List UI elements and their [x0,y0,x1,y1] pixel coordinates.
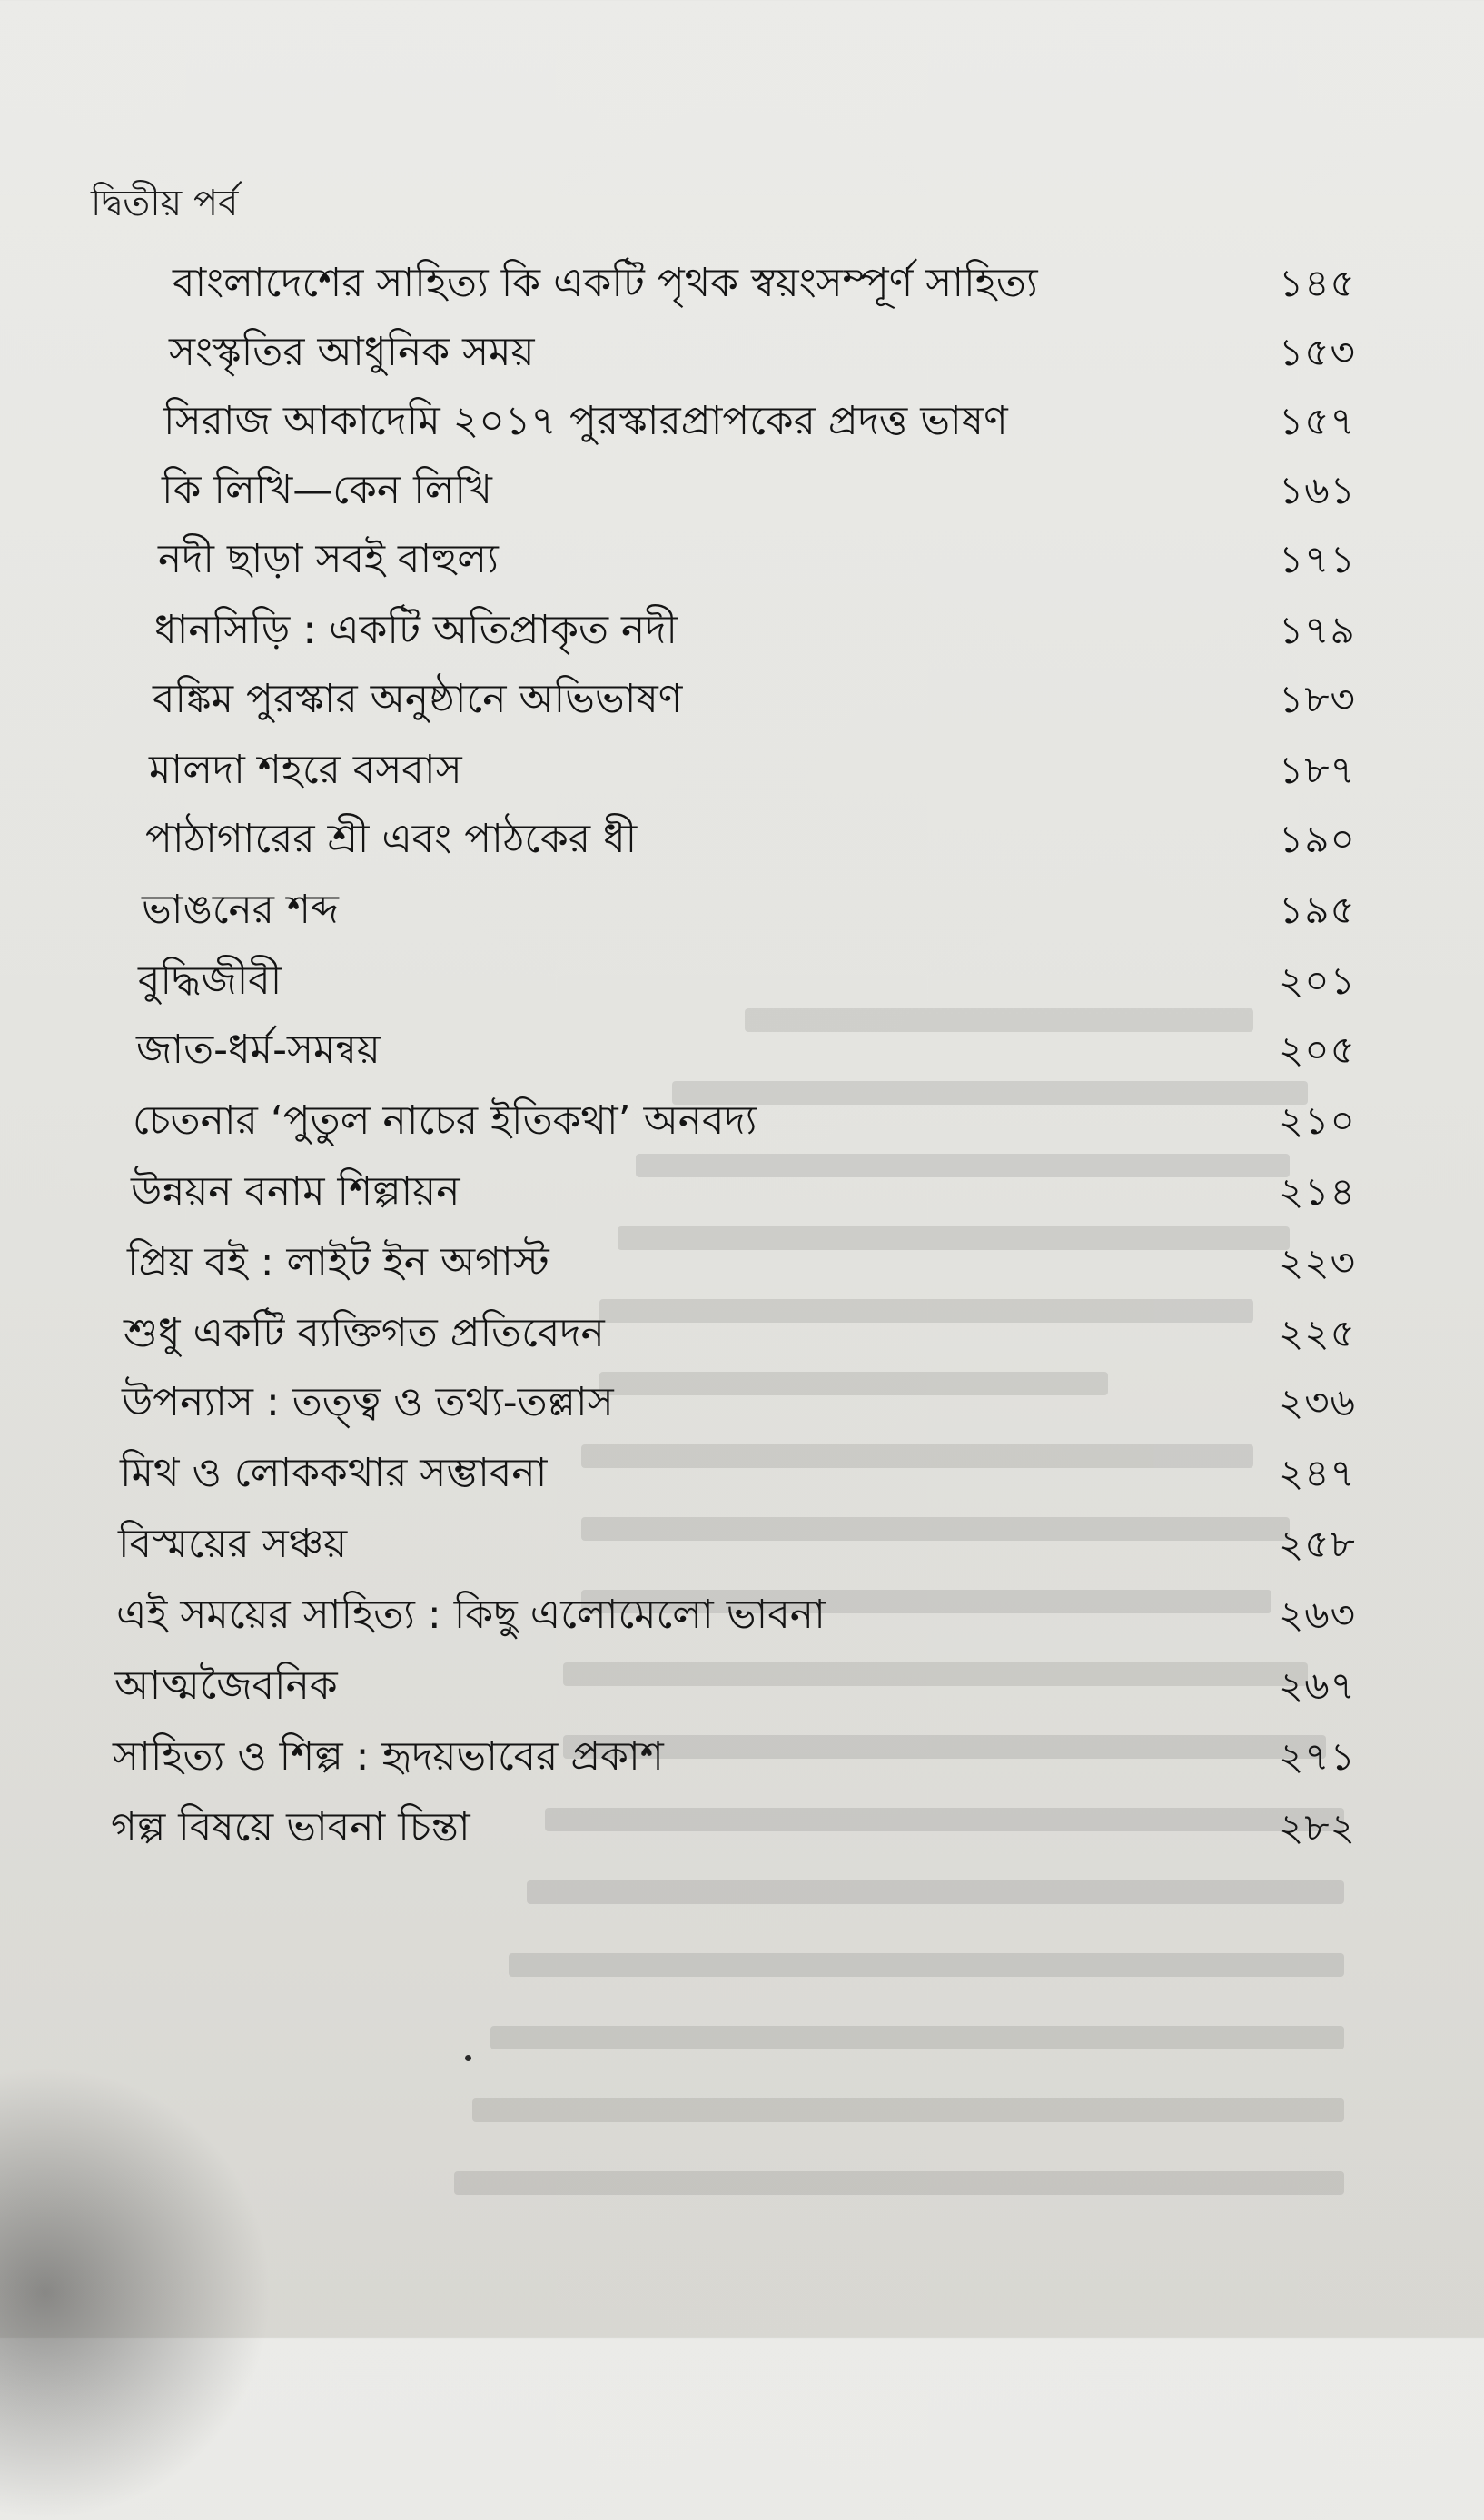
toc-entry-page-number: ১৬১ [1279,468,1356,512]
toc-entry-page-number: ২২৩ [1279,1240,1356,1285]
section-heading: দ্বিতীয় পর্ব [91,183,239,224]
ink-speck [465,2055,471,2061]
toc-entry-title: মালদা শহরে বসবাস [149,747,462,793]
toc-entry-page-number: ২৩৬ [1279,1380,1356,1424]
toc-entry [0,1801,1484,1871]
toc-entry [0,1023,1484,1094]
toc-entry-page-number: ২০১ [1279,958,1356,1003]
toc-entry-page-number: ২১৪ [1279,1169,1356,1214]
toc-entry [0,394,1484,465]
toc-entry [0,1235,1484,1306]
toc-entry-title: নদী ছাড়া সবই বাহুল্য [158,536,499,582]
toc-entry [0,1094,1484,1165]
toc-entry-title: বিস্ময়ের সঞ্চয় [118,1521,348,1567]
toc-entry-title: বঙ্কিম পুরস্কার অনুষ্ঠানে অভিভাষণ [153,676,683,722]
toc-entry-page-number: ১৮৩ [1279,677,1356,721]
toc-entry [0,1375,1484,1446]
toc-entry [0,954,1484,1025]
toc-entry-page-number: ২৫৮ [1279,1522,1356,1566]
toc-entry-title: জাত-ধর্ম-সমন্বয় [136,1027,381,1073]
toc-entry-title: কি লিখি—কেন লিখি [162,467,492,513]
toc-entry-title: সাহিত্য ও শিল্প : হৃদয়ভাবের প্রকাশ [113,1733,664,1780]
toc-entry-title: মিথ ও লোককথার সম্ভাবনা [120,1450,548,1496]
toc-entry [0,1165,1484,1235]
toc-entry [0,256,1484,327]
toc-entry-title: আত্মজৈবনিক [114,1662,338,1709]
toc-entry-title: এই সময়ের সাহিত্য : কিছু এলোমেলো ভাবনা [116,1592,826,1638]
toc-entry-page-number: ১৯০ [1279,817,1356,861]
toc-entry-page-number: ১৫৭ [1279,399,1356,443]
toc-entry-page-number: ২৬৩ [1279,1592,1356,1637]
toc-entry-page-number: ১৮৭ [1279,748,1356,792]
toc-entry-page-number: ১৯৫ [1279,888,1356,932]
corner-shadow [0,2066,272,2520]
toc-entry-page-number: ২৪৭ [1279,1451,1356,1495]
toc-entry [0,672,1484,743]
toc-entry-title: উপন্যাস : তত্ত্ব ও তথ্য-তল্লাস [122,1379,614,1425]
toc-entry [0,812,1484,883]
toc-entry [0,1588,1484,1659]
toc-entry-page-number: ২২৫ [1279,1311,1356,1355]
toc-entry-page-number: ১৭৯ [1279,608,1356,652]
toc-entry-title: প্রিয় বই : লাইট ইন অগাস্ট [127,1239,549,1285]
toc-entry [0,743,1484,814]
toc-entry [0,603,1484,674]
toc-entry-title: গল্প বিষয়ে ভাবনা চিন্তা [111,1804,470,1850]
toc-entry-page-number: ২১০ [1279,1098,1356,1143]
toc-entry-title: বুদ্ধিজীবী [138,957,282,1004]
toc-entry-title: চেতনার ‘পুতুল নাচের ইতিকথা’ অনবদ্য [133,1097,757,1144]
toc-entry [0,1446,1484,1517]
toc-entry-title: সংস্কৃতির আধুনিক সময় [169,329,535,375]
toc-entry [0,1730,1484,1801]
toc-entry-title: শুধু একটি ব্যক্তিগত প্রতিবেদন [124,1310,605,1356]
toc-entry-page-number: ১৭১ [1279,537,1356,581]
toc-entry-page-number: ১৫৩ [1279,330,1356,374]
toc-entry-title: উন্নয়ন বনাম শিল্পায়ন [131,1168,460,1215]
toc-entry [0,883,1484,954]
toc-entry [0,1306,1484,1377]
toc-entry-page-number: ২৮২ [1279,1805,1356,1850]
toc-entry-title: ধানসিড়ি : একটি অতিপ্রাকৃত নদী [154,607,678,653]
toc-entry-title: সিরাজ আকাদেমি ২০১৭ পুরস্কারপ্রাপকের প্রদত্ত ভাষণ [163,398,1008,444]
toc-entry [0,1659,1484,1730]
toc-entry-page-number: ২৬৭ [1279,1663,1356,1708]
toc-entry-page-number: ২৭১ [1279,1734,1356,1779]
toc-entry-page-number: ২০৫ [1279,1027,1356,1072]
toc-entry [0,532,1484,603]
toc-entry [0,1517,1484,1588]
toc-entry-page-number: ১৪৫ [1279,261,1356,305]
toc-entry [0,463,1484,534]
toc-entry-title: বাংলাদেশের সাহিত্য কি একটি পৃথক স্বয়ংসম্পূর্ণ সাহিত্য [173,260,1038,306]
toc-entry [0,325,1484,396]
toc-entry-title: পাঠাগারের শ্রী এবং পাঠকের ধী [145,816,638,862]
toc-entry-title: ভাঙনের শব্দ [142,887,339,933]
